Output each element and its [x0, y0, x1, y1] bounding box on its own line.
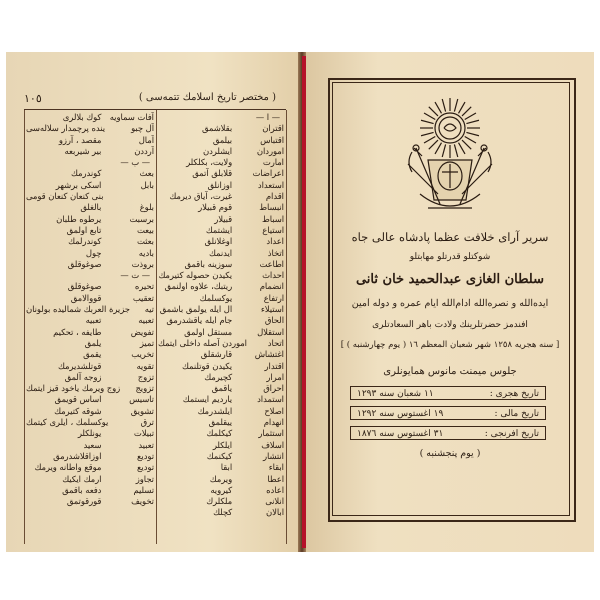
glossary-row	[158, 417, 284, 428]
section-letter	[26, 270, 154, 281]
glossary-meaning: موقع واطانه ويرمك	[34, 462, 102, 473]
prayer-line: ايده‌الله و نصره‌الله ادام‌الله ايام عمره و دوله آمين	[351, 298, 549, 309]
glossary-word: تميز	[139, 337, 154, 348]
glossary-meaning: ابقا	[220, 462, 233, 473]
glossary-meaning: مستقل اولمق	[184, 326, 233, 337]
glossary-meaning: يقمق	[83, 349, 102, 360]
glossary-meaning: غيرت، آياق دیرمك	[169, 191, 233, 202]
glossary-meaning: سعيد	[83, 439, 102, 450]
section-letter-text: — ا —	[255, 112, 280, 122]
glossary-column-left	[26, 112, 154, 507]
glossary-meaning: اوزانلق	[207, 179, 233, 190]
glossary-meaning: بنی كنعان كنعان قومی	[26, 191, 104, 202]
glossary-meaning: كچلك	[213, 507, 233, 518]
glossary-word: برسبت	[129, 213, 154, 224]
glossary-meaning: ريتبك، علاوه اولنمق	[164, 281, 233, 292]
glossary-word: تقويه	[136, 360, 154, 371]
glossary-meaning: بیر شیربعه	[64, 145, 102, 156]
glossary-row	[158, 440, 284, 451]
glossary-row	[158, 248, 284, 259]
glossary-word: تعقيب	[132, 292, 154, 303]
section-letter-text: — ب —	[120, 157, 150, 168]
glossary-row	[158, 157, 284, 168]
glossary-row	[26, 462, 154, 473]
glossary-meaning: ايلكلر	[212, 439, 233, 450]
glossary-word: اعاده	[266, 484, 284, 495]
sunburst-ray	[466, 132, 479, 135]
glossary-meaning: قوتلشديرمك	[57, 360, 102, 371]
glossary-row	[158, 474, 284, 485]
glossary-meaning: ايلشدرمك	[197, 405, 233, 416]
date-label: تاريخ مالی :	[494, 409, 539, 419]
glossary-meaning: ارمك ايكيك	[62, 473, 102, 484]
date-value: ١٩ اغستوس سنه ١٢٩٢	[357, 409, 444, 419]
glossary-word: امرار	[266, 371, 284, 382]
glossary-row	[158, 270, 284, 281]
glossary-meaning: اساس قويمق	[54, 394, 102, 405]
sunburst-ray	[454, 144, 457, 157]
glossary-meaning: زوجه آلمق	[64, 371, 102, 382]
glossary-word: تشويق	[130, 405, 154, 416]
glossary-row	[26, 259, 154, 270]
glossary-row	[26, 372, 154, 383]
glossary-meaning: اوزاقلاشدرمق	[53, 450, 102, 461]
glossary-word: اعداد	[266, 236, 284, 247]
glossary-row	[26, 135, 154, 146]
glossary-meaning: تابع اولمق	[66, 224, 102, 235]
glossary-meaning: يلمق	[84, 337, 102, 348]
date-label: تاريخ افرنجی :	[484, 429, 539, 439]
glossary-row	[158, 462, 284, 473]
glossary-meaning: جام ايله ياقشدرمق	[166, 315, 233, 326]
glossary-meaning: اموردن آصله داخلی ايتمك	[158, 337, 247, 348]
glossary-row	[158, 293, 284, 304]
glossary-row	[158, 304, 284, 315]
glossary-word: انبساط	[259, 202, 284, 213]
glossary-row	[158, 180, 284, 191]
glossary-meaning: قووالامق	[70, 292, 102, 303]
weekday-line: ( يوم پنجشنبه )	[419, 448, 481, 459]
glossary-word: اسلاف	[261, 439, 284, 450]
glossary-meaning: بالغلق	[80, 202, 102, 213]
glossary-meaning: قورقوتمق	[66, 496, 102, 507]
date-label: تاريخ هجری :	[489, 389, 539, 399]
glossary-word: اقدام	[265, 191, 284, 202]
glossary-row	[26, 304, 154, 315]
glossary-word: ارتفاع	[263, 292, 284, 303]
glossary-meaning: كيكنمك	[206, 450, 233, 461]
glossary-row	[26, 428, 154, 439]
glossary-row	[158, 146, 284, 157]
sunburst-ray	[465, 137, 476, 144]
glossary-row	[158, 507, 284, 518]
glossary-row	[26, 361, 154, 372]
column-rule	[156, 110, 157, 544]
glossary-column-right	[158, 112, 284, 519]
dedication-line: سرير آرای خلافت عظما پادشاه عالی جاه	[351, 230, 549, 244]
glossary-meaning: تعبيه	[85, 315, 102, 326]
glossary-row	[158, 191, 284, 202]
glossary-word: تزويج	[135, 383, 154, 394]
glossary-meaning: يرطوه طلبان	[56, 213, 102, 224]
glossary-meaning: مقصد ، آرزو	[58, 134, 102, 145]
glossary-row	[26, 214, 154, 225]
glossary-meaning: شوقه كتيرمك	[54, 405, 102, 416]
glossary-meaning: جزيرة العربك شماليده‌ بولونان	[26, 304, 130, 315]
section-letter-text: — ت —	[120, 270, 150, 281]
glossary-word: انلانی	[265, 496, 284, 507]
glossary-word: تحيره	[134, 281, 154, 292]
glossary-word: بعث	[139, 168, 154, 179]
glossary-row	[26, 112, 154, 123]
glossary-row	[158, 281, 284, 292]
glossary-word: اعراضات	[252, 168, 284, 179]
glossary-row	[26, 146, 154, 157]
glossary-row	[26, 123, 154, 134]
page-header	[24, 92, 286, 108]
glossary-word: ترق	[140, 417, 154, 428]
running-title: ( مختصر تاريخ اسلامك تتمه‌سی )	[138, 92, 276, 103]
glossary-row	[26, 485, 154, 496]
glossary-meaning: ويرمك	[209, 473, 233, 484]
glossary-row	[26, 451, 154, 462]
glossary-row	[158, 349, 284, 360]
glossary-word: اصلاح	[264, 405, 284, 416]
glossary-word: تیه	[144, 304, 154, 315]
glossary-row	[26, 281, 154, 292]
column-rule	[24, 110, 25, 544]
column-rule	[286, 110, 287, 544]
glossary-row	[158, 225, 284, 236]
glossary-row	[158, 496, 284, 507]
sunburst-ray	[465, 113, 476, 120]
glossary-word: تعبيد	[138, 439, 154, 450]
glossary-meaning: كوك بلالری	[62, 112, 102, 122]
glossary-meaning: يونلكلر	[77, 428, 102, 439]
glossary-meaning: ولايت، بكلكلر	[186, 157, 233, 168]
right-page	[306, 52, 594, 552]
sunburst-ray	[421, 120, 434, 123]
sunburst-ray	[459, 143, 466, 154]
date-value: ١١ شعبان سنه ١٢٩٣	[357, 389, 434, 399]
glossary-word: بلوغ	[139, 202, 154, 213]
glossary-meaning: كوندرلمك	[68, 236, 102, 247]
glossary-row	[26, 327, 154, 338]
glossary-meaning: صوغوقلق	[67, 258, 102, 269]
glossary-word: اعطا	[267, 473, 284, 484]
glossary-word: استيلاء	[260, 304, 284, 315]
glossary-word: ابقاء	[268, 462, 284, 473]
date-box-gregorian	[350, 426, 546, 440]
accession-heading: جلوس ميمنت مأنوس همايونلری	[383, 366, 517, 377]
header-rule	[24, 109, 286, 110]
glossary-word: الحاق	[264, 315, 284, 326]
glossary-word	[107, 191, 154, 202]
glossary-meaning: يكيدن حصوله كتيرمك	[158, 270, 233, 281]
glossary-row	[26, 248, 154, 259]
glossary-word: استمداد	[257, 394, 284, 405]
glossary-meaning: ايشلردن	[202, 145, 233, 156]
sunburst-ray	[424, 137, 435, 144]
glossary-word: استعداد	[257, 179, 284, 190]
glossary-row	[158, 372, 284, 383]
glossary-meaning: سوزينه باقمق	[184, 258, 233, 269]
glossary-meaning: يوكسلمك ، ايلرى كيتمك	[26, 417, 109, 428]
glossary-row	[26, 440, 154, 451]
glossary-meaning: ينده پرچمدار سلاله‌سی	[26, 123, 106, 134]
glossary-row	[158, 361, 284, 372]
glossary-word: انهدام	[263, 417, 284, 428]
glossary-word: بعثت	[137, 236, 154, 247]
glossary-row	[26, 315, 154, 326]
glossary-row	[158, 259, 284, 270]
glossary-row	[158, 315, 284, 326]
glossary-word: تجاوز	[135, 473, 154, 484]
glossary-word: انضمام	[259, 281, 284, 292]
glossary-row	[158, 236, 284, 247]
glossary-word: باديه	[138, 247, 154, 258]
glossary-row	[26, 496, 154, 507]
glossary-row	[158, 383, 284, 394]
glossary-word: بابل	[140, 179, 154, 190]
sunburst-ray	[429, 107, 438, 116]
glossary-meaning: صوغوقلق	[67, 281, 102, 292]
sunburst-ray	[442, 99, 445, 112]
glossary-word: امارت	[262, 157, 284, 168]
glossary-meaning: دفعه باقمق	[62, 484, 102, 495]
glossary-row	[26, 202, 154, 213]
glossary-row	[158, 428, 284, 439]
glossary-meaning: بيلمق	[212, 134, 233, 145]
glossary-word: اموردان	[256, 145, 284, 156]
glossary-word: توديع	[136, 450, 154, 461]
glossary-word: اقتدار	[264, 360, 284, 371]
sunburst-ray	[435, 102, 442, 113]
glossary-word: آمال	[138, 134, 154, 145]
sunburst-ray	[421, 132, 434, 135]
glossary-row	[158, 214, 284, 225]
glossary-word: تبيلات	[133, 428, 154, 439]
glossary-word: اتحاد	[267, 337, 284, 348]
sunburst-ray	[442, 144, 445, 157]
glossary-meaning: ملكلرك	[206, 496, 233, 507]
glossary-row	[158, 338, 284, 349]
glossary-meaning: قبيلار	[214, 213, 233, 224]
sunburst-ray	[459, 102, 466, 113]
date-box-hijri	[350, 386, 546, 400]
left-page	[6, 52, 298, 552]
page-number: ١٠٥	[24, 92, 42, 105]
date-value: ٣١ اغستوس سنه ١٨٧٦	[357, 429, 444, 439]
birth-heading: افندمز حضرتلرينك ولادت باهر السعادتلری	[372, 320, 528, 330]
sunburst-ray	[424, 113, 435, 120]
glossary-meaning: يكيدن قوتلنمك	[182, 360, 233, 371]
sunburst-ray	[462, 107, 471, 116]
glossary-word: تزوج	[137, 371, 154, 382]
glossary-meaning: يوكسلمك	[199, 292, 233, 303]
glossary-word: تفويض	[130, 326, 154, 337]
glossary-word: انتشار	[262, 450, 284, 461]
glossary-meaning: قارشقلق	[200, 349, 233, 360]
glossary-word: آرددن	[134, 145, 154, 156]
glossary-meaning: چول	[85, 247, 102, 258]
birth-date: [ سنه هجريه ١٢٥٨ شهر شعبان المعظم ١٦ ( يوم چهارشنبه ) ]	[340, 340, 560, 350]
glossary-word: آل چبو	[131, 123, 154, 134]
sunburst-ray	[462, 140, 471, 149]
glossary-word: بيعت	[137, 224, 154, 235]
glossary-row	[158, 406, 284, 417]
glossary-meaning: اوغلانلق	[204, 236, 233, 247]
glossary-meaning: قوم قبيلار	[198, 202, 233, 213]
glossary-row	[158, 202, 284, 213]
date-box-fiscal	[350, 406, 546, 420]
glossary-word: ابالان	[266, 507, 284, 518]
glossary-meaning: قلابلق آتمق	[192, 168, 233, 179]
section-letter	[26, 157, 154, 168]
glossary-row	[26, 406, 154, 417]
glossary-meaning: ايشتمك	[205, 224, 233, 235]
glossary-word: تسليم	[133, 484, 154, 495]
glossary-word: آفات سماويه	[109, 112, 154, 122]
glossary-row	[26, 383, 154, 394]
glossary-row	[158, 123, 284, 134]
glossary-meaning: ياقمق	[211, 383, 233, 394]
glossary-row	[26, 191, 154, 202]
glossary-word: احداث	[262, 270, 284, 281]
glossary-word: تودیع	[136, 462, 154, 473]
glossary-meaning: بقلاشمق	[202, 123, 233, 134]
glossary-row	[158, 485, 284, 496]
glossary-word: اتخاذ	[267, 247, 284, 258]
glossary-meaning: طايفه ، تحكيم	[53, 326, 102, 337]
glossary-row	[26, 338, 154, 349]
glossary-row	[158, 327, 284, 338]
sunburst-ray	[466, 120, 479, 123]
glossary-row	[26, 349, 154, 360]
titles-line: شوكتلو قدرتلو مهابتلو	[409, 252, 491, 262]
glossary-row	[26, 225, 154, 236]
glossary-meaning: كيرويه	[210, 484, 233, 495]
glossary-meaning: كيكلمك	[206, 428, 233, 439]
ottoman-coat-of-arms-icon	[398, 90, 502, 222]
glossary-word: تاسيس	[129, 394, 154, 405]
glossary-meaning: ايدنمك	[209, 247, 233, 258]
sultan-name: سلطان الغازى عبدالحميد خان ثانی	[355, 272, 545, 287]
glossary-meaning: يارديم ايستمك	[182, 394, 233, 405]
glossary-word: تخريب	[131, 349, 154, 360]
glossary-row	[158, 135, 284, 146]
glossary-meaning: كچيرمك	[204, 371, 233, 382]
glossary-word: تخويف	[131, 496, 154, 507]
glossary-row	[26, 236, 154, 247]
glossary-row	[26, 293, 154, 304]
glossary-meaning: ال ايله يولمق باشمق	[159, 304, 233, 315]
glossary-word: بروذت	[131, 258, 154, 269]
glossary-word: اطاعت	[259, 258, 284, 269]
glossary-word: اقتران	[262, 123, 284, 134]
sunburst-ray	[429, 140, 438, 149]
glossary-word: احراق	[263, 383, 284, 394]
section-letter	[158, 112, 284, 123]
glossary-row	[158, 168, 284, 179]
sunburst-ray	[435, 143, 442, 154]
glossary-row	[26, 394, 154, 405]
glossary-row	[26, 180, 154, 191]
glossary-word: استقلال	[257, 326, 284, 337]
glossary-word: اغتشاش	[254, 349, 284, 360]
glossary-row	[26, 417, 154, 428]
glossary-meaning: اسكی برشهر	[55, 179, 102, 190]
glossary-word: استثمار	[258, 428, 284, 439]
glossary-word: استياع	[262, 224, 284, 235]
glossary-meaning: كوندرمك	[71, 168, 102, 179]
glossary-row	[26, 474, 154, 485]
glossary-row	[26, 168, 154, 179]
book-spread	[6, 52, 594, 552]
sunburst-ray	[454, 99, 457, 112]
glossary-word: تعبيه	[138, 315, 154, 326]
glossary-meaning: زوج ويرمك ياخود قيز ايتمك	[26, 383, 121, 394]
glossary-row	[158, 394, 284, 405]
glossary-word: اسباط	[262, 213, 284, 224]
glossary-row	[158, 451, 284, 462]
glossary-meaning: ييقلمق	[208, 417, 233, 428]
glossary-word: اقتباس	[260, 134, 284, 145]
